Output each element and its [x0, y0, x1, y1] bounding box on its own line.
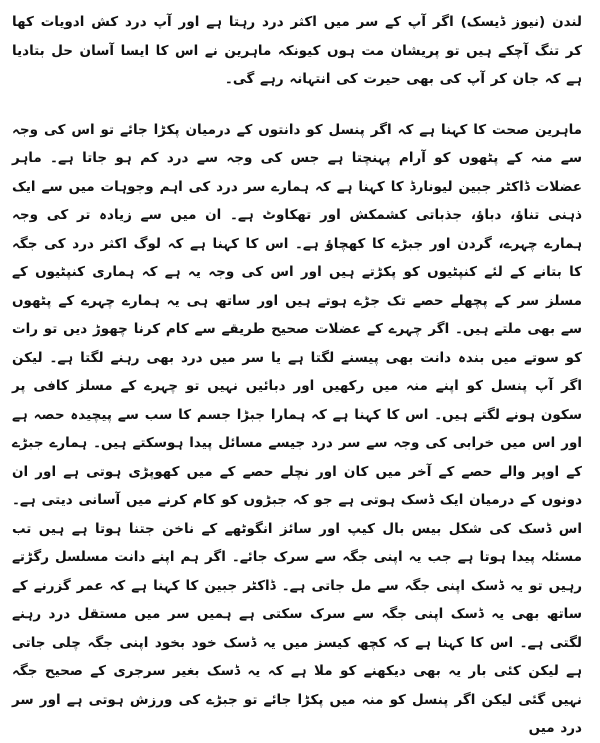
article-intro-paragraph: لندن (نیوز ڈیسک) اگر آپ کے سر میں اکثر درد رہتا ہے اور آپ درد کش ادویات کھا کر تنگ آچکے ہیں تو پریشان مت ہوں کیونکہ ماہرین نے اس کا ایسا آسان حل بتادیا ہے کہ جان کر آپ کی بھی حیرت کی انتہانہ رہے گی۔	[12, 14, 582, 87]
article-body-paragraph: ماہرین صحت کا کہنا ہے کہ اگر پنسل کو دانتوں کے درمیان پکڑا جائے تو اس کی وجہ سے منہ کے پٹھوں کو آرام پہنچتا ہے جس کی وجہ سے درد کم ہو جاتا ہے۔ ماہر عضلات ڈاکٹر جبین لیونارڈ کا کہنا ہے کہ ہمارے سر درد کی اہم وجوہات میں سے ایک ذہنی تناؤ، دباؤ، جذباتی کشمکش اور تھکاوٹ ہے۔ ان میں سے زیادہ تر کی وجہ ہمارے چہرے، گردن اور جبڑے کا کھچاؤ ہے۔ اس کا کہنا ہے کہ لوگ اکثر درد کی جگہ کا بتانے کے لئے کنپٹیوں کو پکڑتے ہیں اور اس کی وجہ یہ ہے کہ ہماری کنپٹیوں کے مسلز سر کے پچھلے حصے تک جڑے ہوتے ہیں اور ساتھ ہی یہ ہمارے چہرے کے پٹھوں سے بھی ملتے ہیں۔ اگر چہرے کے عضلات صحیح طریقے سے کام کرنا چھوڑ دیں تو رات کو سوتے میں بندہ دانت بھی پیسنے لگتا ہے یا سر میں درد بھی رہنے لگتا ہے۔ لیکن اگر آپ پنسل کو اپنے منہ میں رکھیں اور دبائیں نہیں تو چہرے کے مسلز کافی پر سکون ہونے لگتے ہیں۔ اس کا کہنا ہے کہ ہمارا جبڑا جسم کا سب سے پیچیدہ حصہ ہے اور اس میں خرابی کی وجہ سے سر درد جیسے مسائل پیدا ہوسکتے ہیں۔ ہمارے جبڑے کے اوپر والے حصے کے آخر میں کان اور نچلے حصے کے میں کھوپڑی ہوتی ہے اور ان دونوں کے درمیان ایک ڈسک ہوتی ہے جو کہ جبڑوں کو کام کرنے میں آسانی دیتی ہے۔ اس ڈسک کی شکل بیس بال کیپ اور سائز انگوٹھے کے ناخن جتنا ہوتا ہے ہیں تب مسئلہ پیدا ہوتا ہے جب یہ اپنی جگہ سے سرک جائے۔ اگر ہم اپنے دانت مسلسل رگڑتے رہیں تو یہ ڈسک اپنی جگہ سے مل جاتی ہے۔ ڈاکٹر جبین کا کہنا ہے کہ عمر گزرنے کے ساتھ بھی یہ ڈسک اپنی جگہ سے سرک سکتی ہے ہمیں سر میں مستقل درد رہنے لگتی ہے۔ اس کا کہنا ہے کہ کچھ کیسز میں یہ ڈسک خود بخود اپنی جگہ چلی جاتی ہے لیکن کئی بار یہ بھی دیکھنے کو ملا ہے کہ یہ ڈسک بغیر سرجری کے صحیح جگہ نہیں گئی لیکن اگر پنسل کو منہ میں پکڑا جائے تو جبڑے کی ورزش ہوتی ہے اور سر درد میں	[12, 121, 582, 736]
